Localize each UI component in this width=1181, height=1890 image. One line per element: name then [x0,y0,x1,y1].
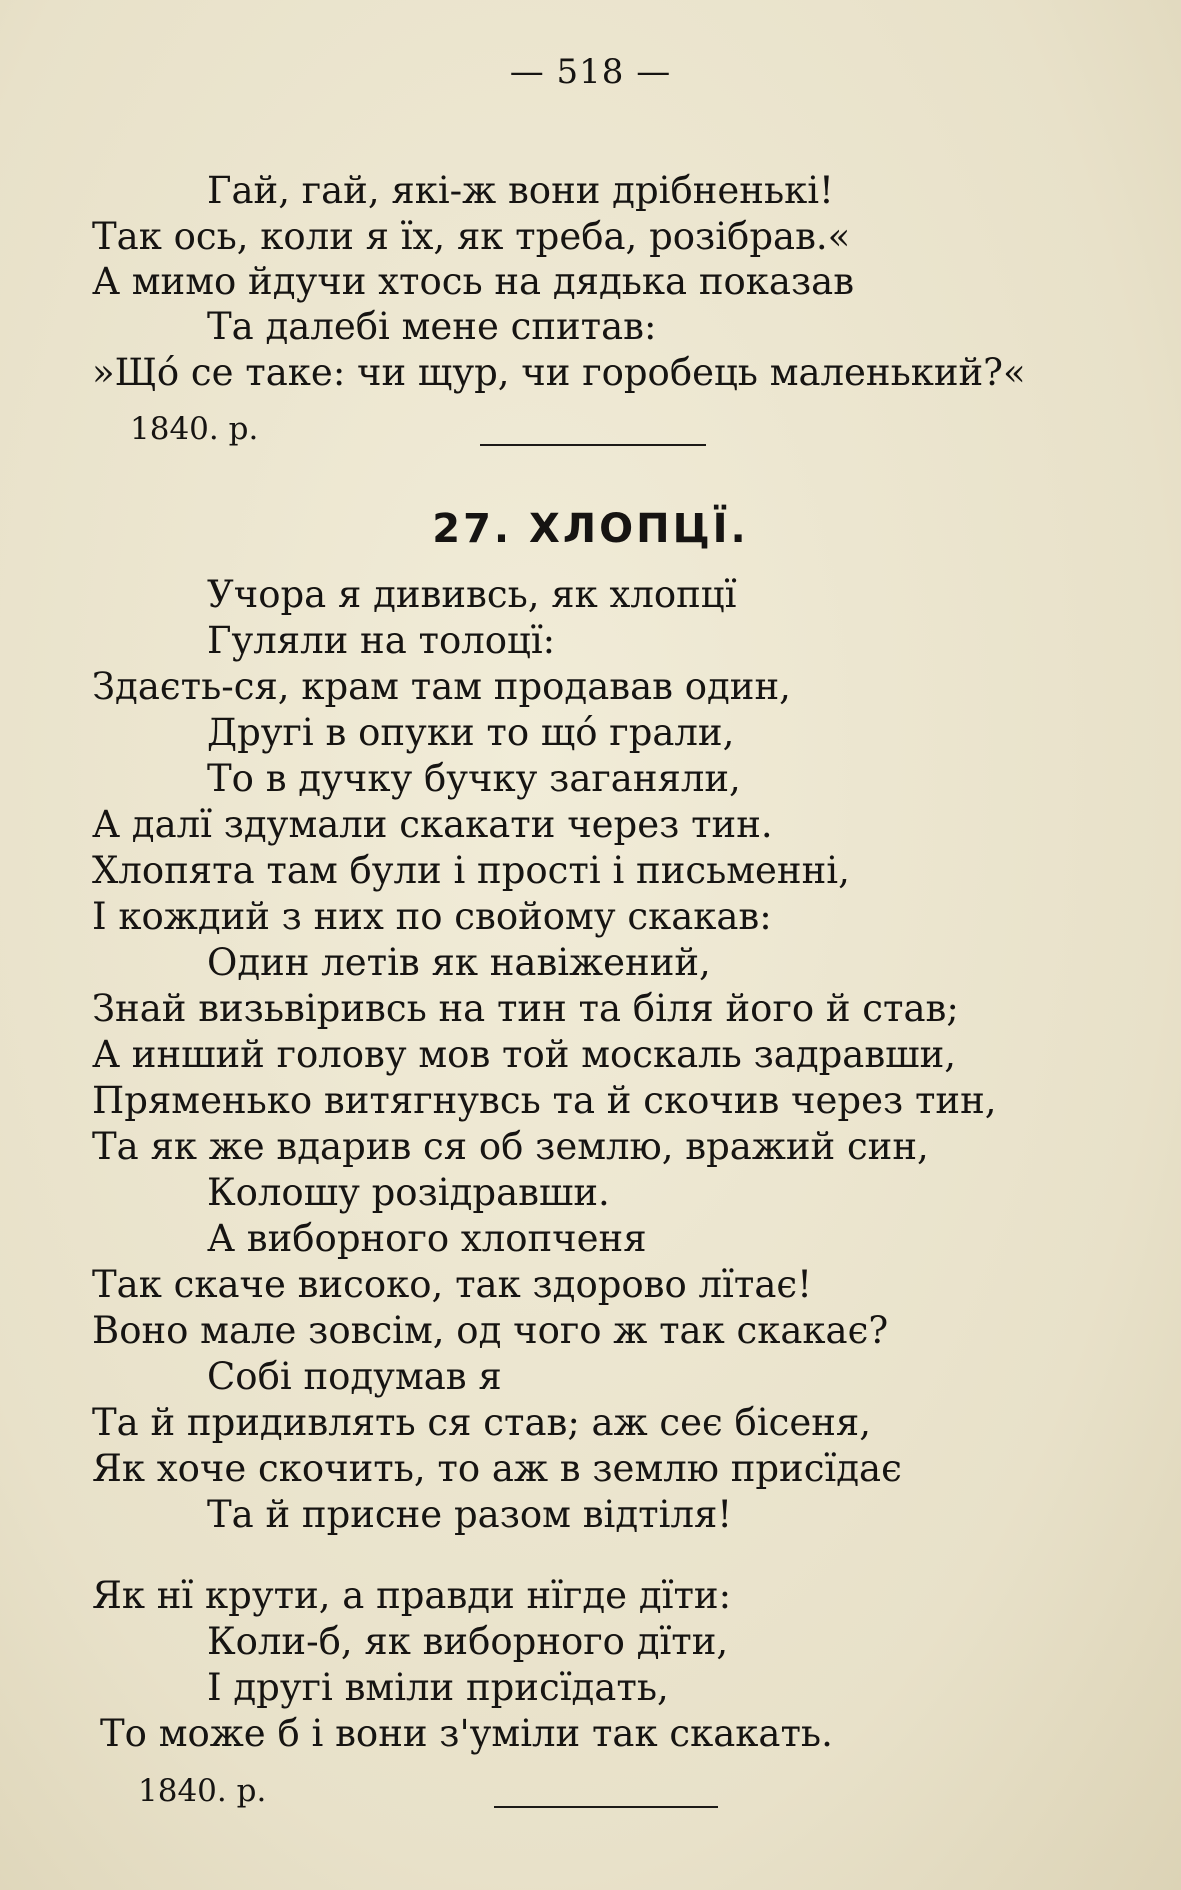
poem-line: Коли-б, як виборного дїти, [207,1620,729,1663]
poem-line: Учора я дививсь, як хлопцї [207,573,737,616]
poem-line: Собі подумав я [207,1355,502,1398]
poem-date: 1840. р. [138,1773,267,1809]
poem-line: А мимо йдучи хтось на дядька показав [92,260,855,303]
poem-line: Та й присне разом відтіля! [207,1493,733,1536]
poem-line: Пряменько витягнувсь та й скочив через тин, [92,1079,997,1122]
poem-line: Так скаче високо, так здорово лїтає! [92,1263,813,1306]
poem-line: »Щó се таке: чи щур, чи горобець маленький?« [92,351,1026,394]
poem-line: Та й придивлять ся став; аж сеє бісеня, [92,1401,872,1444]
divider-rule [480,444,706,446]
poem-line: Здаєть-ся, крам там продавав один, [92,665,791,708]
poem-line: Другі в опуки то щó грали, [207,711,735,754]
poem-line: Один летів як навіжений, [207,941,711,984]
poem-line: Знай визьвіривсь на тин та біля його й став; [92,987,959,1030]
poem-date: 1840. р. [130,411,259,447]
poem-line: То може б і вони з'уміли так скакать. [100,1712,833,1755]
divider-rule [494,1806,718,1808]
poem-line: Гай, гай, які-ж вони дрібненькі! [207,169,834,212]
poem-line: І кождий з них по свойому скакав: [92,895,772,938]
poem-line: Хлопята там були і прості і письменні, [92,849,850,892]
poem-line: Та як же вдарив ся об землю, вражий син, [92,1125,929,1168]
poem-line: То в дучку бучку заганяли, [207,757,741,800]
poem-line: Та далебі мене спитав: [207,305,657,348]
poem-line: Як нї крути, а правди нїгде дїти: [92,1574,732,1617]
poem-line: І другі вміли присїдать, [207,1666,669,1709]
poem-title: 27. ХЛОПЦЇ. [432,506,749,552]
poem-line: Як хоче скочить, то аж в землю присїдає [92,1447,902,1490]
poem-line: Воно мале зовсім, од чого ж так скакає? [92,1309,889,1352]
poem-line: А виборного хлопченя [207,1217,647,1260]
poem-line: Колошу розідравши. [207,1171,610,1214]
poem-line: Гуляли на толоцї: [207,619,556,662]
poem-line: Так ось, коли я їх, як треба, розібрав.« [92,215,851,258]
page-number: — 518 — [509,52,672,92]
poem-line: А инший голову мов той москаль задравши, [92,1033,956,1076]
poem-line: А далї здумали скакати через тин. [92,803,773,846]
